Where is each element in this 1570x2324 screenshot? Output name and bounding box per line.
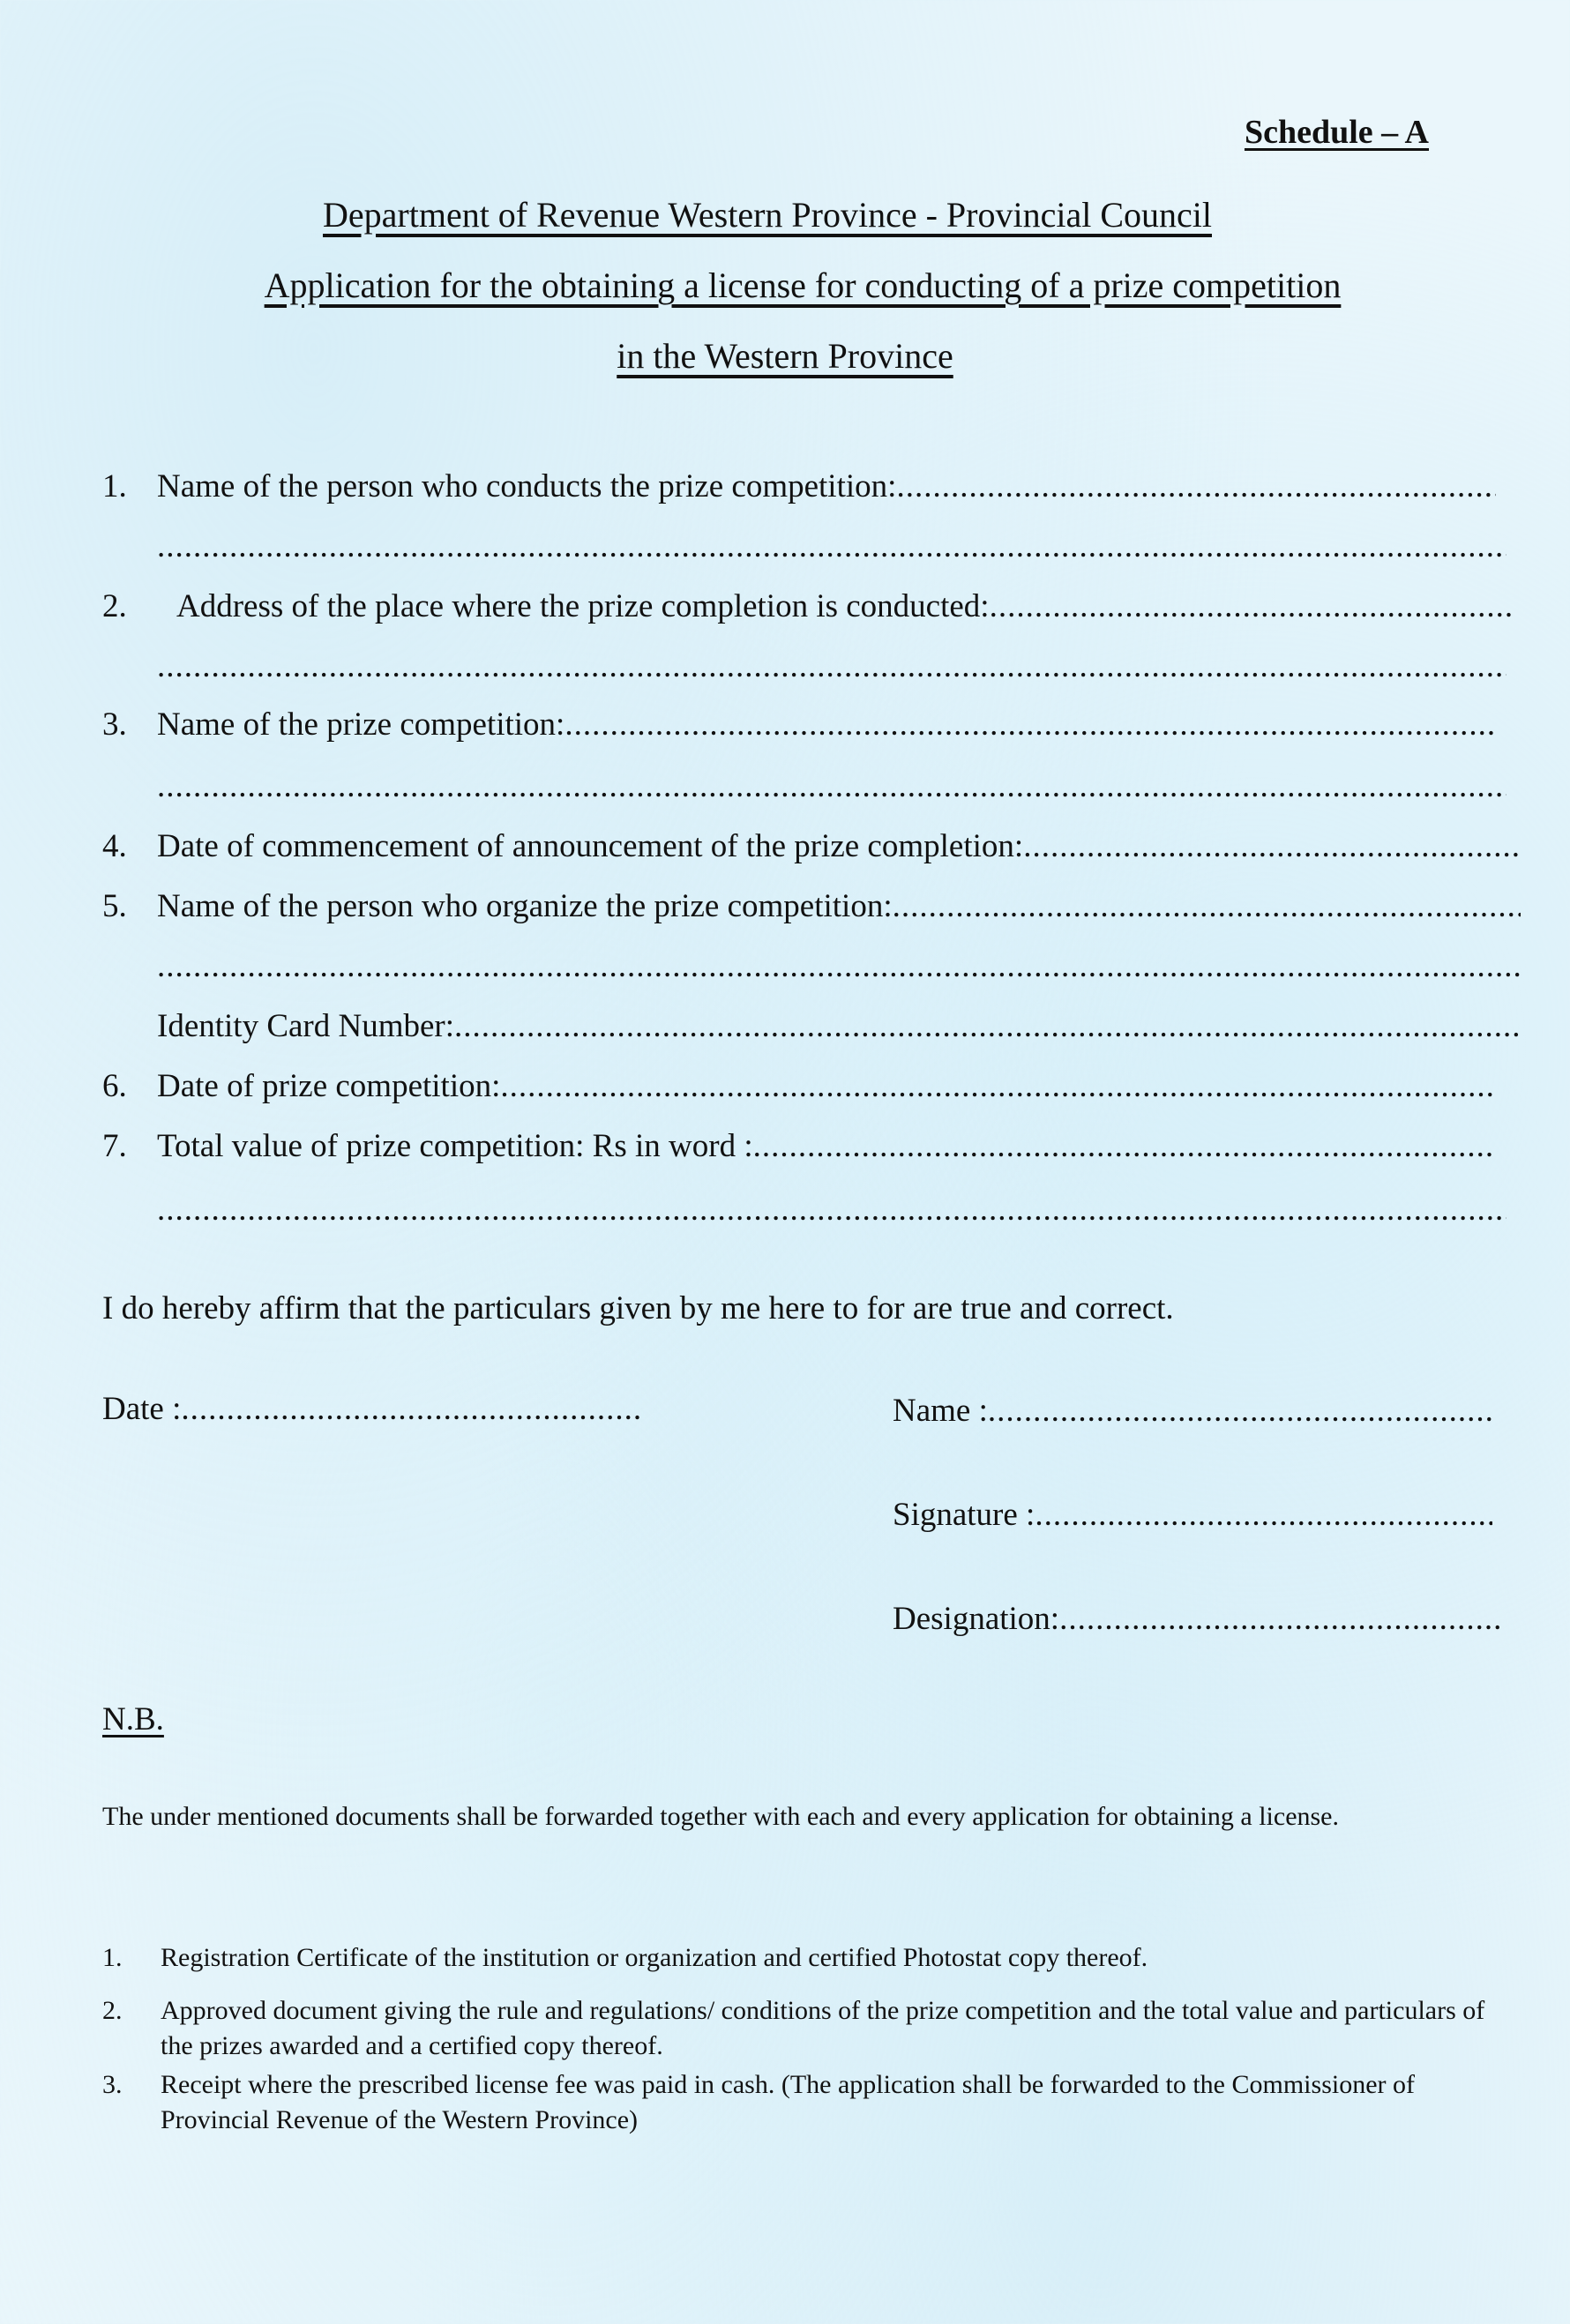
field-label: Address of the place where the prize completion is conducted: [176, 588, 990, 624]
field-number: 6. [102, 1068, 127, 1104]
field-conductor-name[interactable] [102, 467, 1496, 505]
blank-line[interactable] [454, 1007, 1521, 1045]
document-item-2 [102, 1993, 1492, 2064]
blank-line[interactable] [990, 587, 1514, 625]
date-label: Date : [102, 1391, 182, 1427]
department-title: Department of Revenue Western Province - Provincial Council [323, 195, 1212, 235]
document-number: 2. [102, 1996, 123, 2025]
field-number: 4. [102, 828, 127, 864]
application-title: Application for the obtaining a license for conducting of a prize competition [264, 265, 1342, 305]
blank-line[interactable] [181, 1390, 642, 1428]
field-number: 2. [102, 588, 127, 624]
field-announcement-date[interactable] [102, 827, 1521, 865]
field-label: Total value of prize competition: Rs in word : [157, 1128, 753, 1164]
name-label: Name : [893, 1393, 988, 1429]
field-competition-address[interactable] [102, 587, 1514, 625]
blank-line-continuation[interactable] [157, 947, 1521, 985]
nb-intro: The under mentioned documents shall be forwarded together with each and every application for obtaining a license. [102, 1802, 1340, 1831]
field-number: 5. [102, 888, 127, 924]
blank-line-continuation[interactable] [157, 1191, 1506, 1229]
field-number: 7. [102, 1128, 127, 1164]
field-number: 1. [102, 468, 127, 504]
affirmation-text: I do hereby affirm that the particulars given by me here to for are true and correct. [102, 1290, 1174, 1326]
field-competition-date[interactable] [102, 1067, 1492, 1105]
signature-label: Signature : [893, 1497, 1035, 1533]
nb-heading: N.B. [102, 1701, 164, 1737]
document-text: Approved document giving the rule and regulations/ conditions of the prize competition and the total value and particulars of the prizes awarded and a certified copy thereof. [161, 1996, 1485, 2060]
blank-line[interactable] [1059, 1600, 1501, 1638]
date-field[interactable] [102, 1390, 642, 1428]
field-label: Name of the prize competition: [157, 706, 565, 743]
field-number: 3. [102, 706, 127, 743]
field-identity-card[interactable] [157, 1007, 1521, 1045]
designation-field[interactable] [893, 1600, 1501, 1638]
field-total-value[interactable] [102, 1127, 1492, 1165]
document-item-1 [102, 1940, 1492, 1976]
province-title: in the Western Province [617, 336, 953, 376]
field-label: Name of the person who organize the prize competition: [157, 888, 893, 924]
blank-line-continuation[interactable] [157, 767, 1506, 805]
blank-line[interactable] [500, 1067, 1492, 1105]
blank-line[interactable] [1035, 1496, 1492, 1534]
blank-line[interactable] [896, 467, 1496, 505]
document-number: 3. [102, 2070, 123, 2099]
document-text: Receipt where the prescribed license fee was paid in cash. (The application shall be forwarded to the Commissioner of Provincial Revenue of the Western Province) [161, 2070, 1415, 2134]
field-label: Date of commencement of announcement of the prize completion: [157, 828, 1024, 864]
field-organizer-name[interactable] [102, 887, 1521, 925]
field-label: Date of prize competition: [157, 1068, 501, 1104]
signature-field[interactable] [893, 1496, 1492, 1534]
blank-line[interactable] [1023, 827, 1521, 865]
document-number: 1. [102, 1943, 123, 1972]
document-text: Registration Certificate of the institution or organization and certified Photostat copy thereof. [161, 1943, 1148, 1972]
blank-line-continuation[interactable] [157, 647, 1506, 685]
field-label: Name of the person who conducts the prize competition: [157, 468, 897, 504]
designation-label: Designation: [893, 1601, 1060, 1637]
blank-line[interactable] [753, 1127, 1492, 1165]
document-item-3 [102, 2067, 1492, 2138]
blank-line[interactable] [988, 1392, 1492, 1430]
name-field[interactable] [893, 1392, 1492, 1430]
blank-line[interactable] [564, 706, 1496, 744]
field-label: Identity Card Number: [157, 1008, 455, 1044]
field-competition-name[interactable] [102, 706, 1496, 744]
schedule-label: Schedule – A [1244, 114, 1429, 151]
blank-line[interactable] [893, 887, 1521, 925]
blank-line-continuation[interactable] [157, 527, 1506, 565]
